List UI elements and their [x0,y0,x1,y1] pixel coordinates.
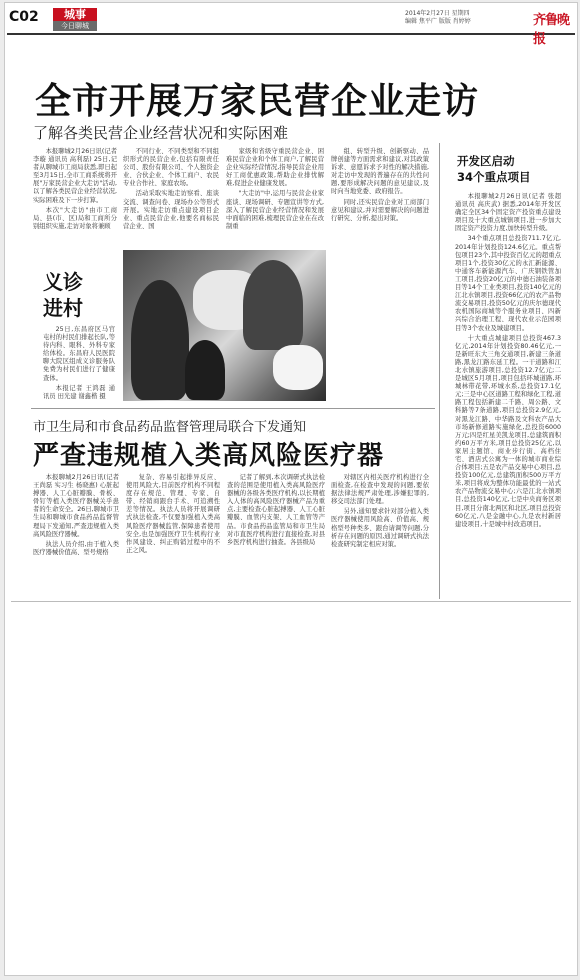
article2-kicker: 市卫生局和市食品药品监督管理局联合下发通知 [33,420,307,435]
photo-credit: 本报记者 王鸿磊 通讯员 田光建 谢鑫楷 摄 [43,384,115,400]
sidebar-left-caption: 25日,东昌府区马官屯村的村民们排起长队,等待内科、眼科、外科专家给体检。东昌府人民医院聊大院区组成义诊服务队免费为村民们进行了健康查体。 本报记者 王鸿磊 通讯员 田光建 谢鑫楷 摄 [43,326,115,400]
header-date: 2014年2月27日 星期四 [405,10,470,17]
article2-col3: 记者了解到,本次调研式执法检查的范围是使用植入类高风险医疗器械的各级各类医疗机构,以长期植入人体的高风险医疗器械产品为重点,主要检查心脏起搏器、人工心脏瓣膜、血管内支架、人工血管等产品。市食品药品监管局和市卫生局对市直医疗机构进行直接检查,对县乡医疗机构进行抽查。各县级局 [227,474,325,546]
article2-headline: 严查违规植入类高风险医疗器 [33,441,385,471]
sidebar-right-title: 开发区启动 34个重点项目 [457,154,531,184]
section-label: 城事 [53,8,97,21]
page-number: C02 [9,9,39,25]
newspaper-page [4,2,578,976]
news-photo [123,250,326,401]
header-meta [405,10,525,26]
subsection-label: 今日聊城 [53,21,97,31]
sidebar-right-body: 本报聊城2月26日讯(记者 张超 通讯员 高庆武) 据悉,2014年开发区确定全区34个固定资产投资重点建设项目及十大重点城镇项目,进一步加大固定资产投资力度,加快转型升级。 34个重点项目总投资711.7亿元,2014年计划投资124.6亿元。重点帮包项目23个,其中投资百亿元的超重点项目1个,投资30亿元的永汇新能源、中通客车新能源汽车、广庆钢铁管加工项目,投资20亿元的中德石油装备项目等14个工业类项目,投资140亿元的江北水镇项目,投资66亿元的农产品物流交易项目,投资50亿元的庆尔德现代农机国际商城等个服务业项目、四新兴综合治理工程、现代农业示范园项目等3个农业及城建项目。 十大重点城建项目总投资467.3亿元,2014年计划投资80.46亿元,一是新旺东大三角交通项目,新建三条道路,黑龙江路东延工程。一干道路和江北水镇旅游项目,总投资12.7亿元;二是城区5月项目,项目包括环城道路,环城林带花带,环城水系,总投资17.1亿元;三是中心区道路工程和绿化工程,道路工程包括新建二千路、周公路、文科路等7条道路,项目总投资2.9亿元,对黑龙江路、中华路及文科农产品大市场新修道路实施绿化,总投资6000万元;四是红星美凯龙项目,总建筑面积约60万平方米,项目总投资25亿元,以家居主题馆、商业步行街、高档住宅、酒店式公寓为一体的城市商业综合体项目;五是农产品交易中心项目,总投资100亿元,总建筑面积500万平方米,项目将成为整体功能最优的一站式农产品物流交易中心;六是江北水镇项目,总投资140亿元,七是中央商务区项目,项目分南北两区和北区,项目总投资60亿元,八是金融中心,九是农村新居建设项目,十是城中村改造项目。 [455,193,561,528]
main-article-col1: 本报聊城2月26日讯(记者 李璇 通讯员 高利磊) 25日,记者从聊城市工商局获悉,即日起至3月15日,全市工商系统将开展"万家民营企业大走访"活动,以了解各类民营企业经营状况,实际困难及下一步打算。 本次"大走访"由市工商局、县(市、区)局和工商所分别组织实施,走访对象将兼顾 [33,148,117,230]
newspaper-logo: 齐鲁晚报 [533,13,570,47]
article-divider [31,408,435,409]
column-divider [439,143,440,599]
main-subheadline: 了解各类民营企业经营状况和实际困难 [33,124,289,142]
main-article-col2: 不同行业、不同类型和不同组织形式的民营企业,包括有限责任公司、股份有限公司、个人独资企业、合伙企业、个体工商户、农民专业合作社、家庭农场。 活动采取实地走访察看、座谈交流、调查问卷、现场办公等形式开展。实地走访重点建设项目企业、重点民营企业,他要名商标民营企业、国 [123,148,219,230]
blank-page-area [11,603,571,973]
main-article-col4: 组、转型升级、创新驱动、品牌创建等方面需求和建议,对其政策诉求、意愿诉求予对性的解决措施,对走访中发现的普遍存在的共性问题,要形成解决问题的意见建议,及时向当地党委、政府报告。 同时,还实民营企业对工商部门意见和建议,并对需要解决的问题进行研究、分析,提出对策。 [331,148,429,222]
article2-col1: 本报聊城2月26日讯(记者 王尚磊 实习生 杨晓惠) 心脏起搏器、人工心脏瓣膜、骨板、骨钉等植入类医疗器械关乎患者的生命安全。26日,聊城市卫生局和聊城市食品药品监督管理局下发通知,严查违规植入类高风险医疗器械。 执法人员介绍,由于植入类医疗器械价值高、型号规格 [33,474,119,556]
article2-col4: 对辖区内相关医疗机构进行全面检查,在检查中发现的问题,要依据法律法规严肃处理,涉嫌犯罪的,移交司法部门处理。 另外,通知要求针对部分植入类医疗器械使用风险高、价值高、规格型号种类多、跟台请调等问题,分析存在问题的原因,通过调研式执法检查研究制定相应对策。 [331,474,429,548]
main-article-col3: 家级和省级守重民营企业、困难民营企业和个体工商户,了解民营企业实际经营情况,指导民营企业用好工商优惠政策,帮助企业排忧解难,促进企业健康发展。 "大走访"中,运用与民营企业家座谈、现场调研、专题宣讲等方式,深入了解民营企业经营情况和发展中面临的困难,梳理民营企业在在改制重 [226,148,324,230]
header-editors: 编辑 焦平广 版版 肖婷婷 [405,18,471,25]
main-headline: 全市开展万家民营企业走访 [35,81,480,122]
page-header [7,7,575,47]
sidebar-left-title: 义诊 进村 [43,270,83,320]
content-bottom-divider [11,601,571,602]
article2-col2: 复杂、容易引起排异反应、使用风险大,目前医疗机构不同程度存在规范、管理、专家、自带、经销商跟台手术、可追溯性差等情况。执法人员将开展调研式执法检查,不仅要加强植入类高风险医疗器械监管,保障患者使用安全,也是加强医疗卫生机构行业作风建设、纠正购销过程中的不正之风。 [126,474,220,554]
